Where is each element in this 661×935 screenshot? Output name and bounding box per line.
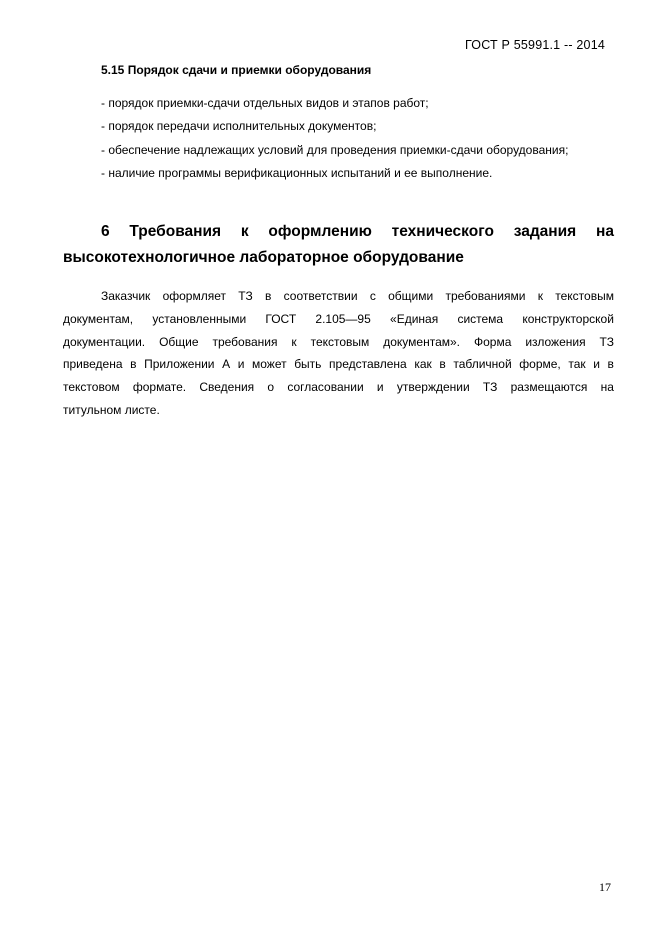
paragraph-word: ГОСТ <box>265 311 297 326</box>
subsection-title: 5.15 Порядок сдачи и приемки оборудования <box>101 63 372 77</box>
paragraph-word: в <box>130 357 137 372</box>
paragraph-word: быть <box>294 357 322 372</box>
paragraph-word: табличной <box>453 357 512 372</box>
paragraph-word: к <box>537 289 543 303</box>
paragraph-word: и <box>237 357 245 372</box>
paragraph-word: Приложении <box>144 357 215 372</box>
paragraph-word: на <box>600 380 614 395</box>
paragraph-word: «Единая <box>390 311 439 326</box>
paragraph-word: так <box>568 357 586 372</box>
section-title-word: 6 <box>101 223 110 240</box>
paragraph-word: как <box>414 357 432 372</box>
paragraph-line <box>63 331 614 354</box>
list-item: - обеспечение надлежащих условий для проведения приемки-сдачи оборудования; <box>101 142 569 157</box>
paragraph-word: Общие <box>159 334 199 349</box>
paragraph-word: к <box>291 334 297 349</box>
section-title-word: на <box>596 223 614 240</box>
paragraph-word: в <box>439 357 446 372</box>
paragraph-word: документам». <box>383 334 461 349</box>
list-item: - порядок приемки-сдачи отдельных видов и этапов работ; <box>101 96 429 110</box>
paragraph-word: может <box>252 357 287 372</box>
paragraph-word: текстовом <box>63 380 120 395</box>
paragraph-word: титульном листе. <box>63 402 160 417</box>
paragraph-word: текстовым <box>555 289 614 303</box>
requirements-list <box>63 92 614 185</box>
paragraph-word: Форма <box>473 334 512 349</box>
paragraph-word: утверждении <box>396 380 470 395</box>
paragraph-word: формате. <box>132 380 187 395</box>
paragraph-word: изложения <box>525 334 586 349</box>
document-code-header: ГОСТ Р 55991.1 -- 2014 <box>465 38 605 52</box>
paragraph-word: приведена <box>63 357 123 372</box>
section-title <box>63 219 614 270</box>
section-title-word: оформлению <box>268 223 372 240</box>
paragraph-word: требования <box>212 334 278 349</box>
paragraph-word: оформляет <box>162 289 226 303</box>
paragraph-word: в <box>607 357 614 372</box>
paragraph-word: и <box>376 380 384 395</box>
paragraph-line <box>63 399 614 422</box>
paragraph-word: в <box>265 289 272 303</box>
section-title-line-1 <box>63 219 614 245</box>
paragraph-word: конструкторской <box>522 311 614 326</box>
paragraph-word: общими <box>388 289 434 303</box>
paragraph-word: документам, <box>63 311 134 326</box>
paragraph-word: о <box>267 380 275 395</box>
paragraph-line <box>63 376 614 399</box>
section-paragraph <box>63 285 614 422</box>
page-number: 17 <box>599 880 611 894</box>
paragraph-word: 2.105—95 <box>315 311 371 326</box>
paragraph-word: Сведения <box>199 380 255 395</box>
list-item: - наличие программы верификационных испытаний и ее выполнение. <box>101 165 493 180</box>
paragraph-word: ТЗ <box>599 334 614 349</box>
paragraph-word: размещаются <box>510 380 588 395</box>
paragraph-word: установленными <box>152 311 247 326</box>
paragraph-word: и <box>593 357 600 372</box>
paragraph-line <box>63 353 614 376</box>
section-title-word: технического <box>391 223 494 240</box>
section-title-line-2: высокотехнологичное лабораторное оборудование <box>63 248 464 266</box>
section-title-word: задания <box>513 223 577 240</box>
section-title-word: Требования <box>129 223 222 240</box>
list-item: - порядок передачи исполнительных документов; <box>101 119 377 134</box>
paragraph-word: представлена <box>329 357 407 372</box>
paragraph-word: А <box>222 357 231 372</box>
paragraph-word: документации. <box>63 334 146 349</box>
paragraph-word: соответствии <box>283 289 358 303</box>
section-title-word: к <box>240 223 249 240</box>
paragraph-word: форме, <box>519 357 561 372</box>
paragraph-word: текстовым <box>310 334 370 349</box>
paragraph-word: согласовании <box>287 380 364 395</box>
paragraph-word: ТЗ <box>482 380 498 395</box>
paragraph-word: требованиями <box>445 289 526 303</box>
paragraph-word: с <box>369 289 376 303</box>
paragraph-word: система <box>457 311 504 326</box>
paragraph-word: ТЗ <box>238 289 253 303</box>
paragraph-line <box>63 308 614 331</box>
paragraph-line <box>63 285 614 308</box>
paragraph-word: Заказчик <box>101 289 151 303</box>
